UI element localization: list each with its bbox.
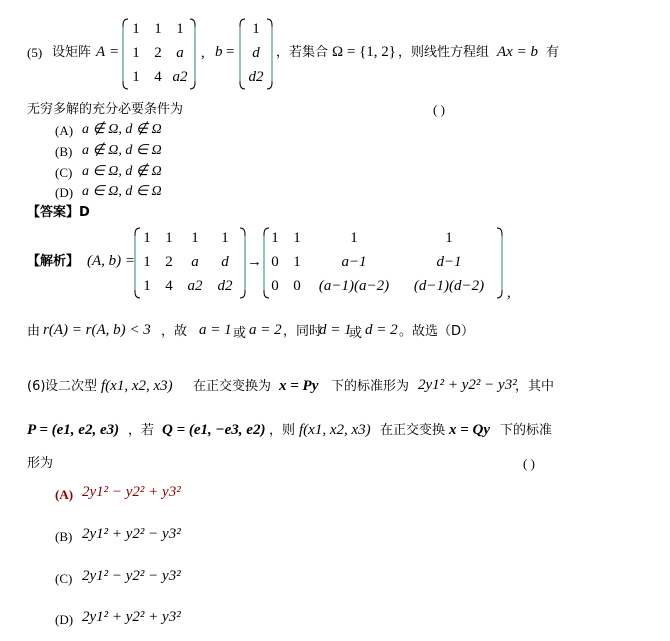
q6-text-c: 下的标准形为 [331, 379, 410, 394]
q5-option-b-label: (B) [55, 144, 73, 159]
q6-transform-2: x = Qy [449, 422, 491, 438]
q6-option-b-label: (B) [55, 529, 73, 544]
q6-text-b: 在正交变换为 [193, 379, 272, 394]
q6-transform: x = Py [279, 378, 319, 394]
b-r1: 1 [252, 21, 260, 37]
Ab-r3c2: 4 [165, 278, 173, 294]
q5-augmented-label: (A, b) = [87, 253, 136, 269]
q5-option-a-label: (A) [55, 123, 74, 138]
q6-option-a-text: 2y1² − y2² + y3² [82, 484, 181, 500]
q6-option-c-label: (C) [55, 571, 73, 586]
q5-equals-1: = [110, 44, 119, 60]
q5-or-1: 或 [233, 326, 247, 341]
q5-number: (5) [27, 45, 43, 60]
q5-a-eq-1: a = 1 [199, 322, 232, 338]
R-r3c3: (a−1)(a−2) [318, 278, 390, 294]
A-r2c2: 2 [154, 45, 162, 61]
q5-A-label: A [96, 44, 106, 60]
Ab-r2c3: a [191, 254, 199, 270]
q6-f-expr: f(x1, x2, x3) [101, 378, 173, 394]
q5-conclusion-t1: ，故 [161, 324, 188, 339]
q5-equation: Ax = b [497, 44, 538, 60]
q6-number: (6) [27, 379, 46, 394]
q5-analysis-label: 【解析】 [27, 254, 80, 269]
q5-option-b-text: a ∉ Ω, d ∈ Ω [82, 143, 162, 158]
Ab-r3c4: d2 [217, 278, 233, 294]
q6-text-d: ，其中 [515, 379, 555, 394]
q5-text-has: 有 [546, 45, 560, 60]
q5-option-c-label: (C) [55, 165, 73, 180]
A-r3c2: 4 [154, 69, 162, 85]
q5-option-a-text: a ∉ Ω, d ∉ Ω [82, 122, 162, 137]
q5-conclusion-pre: 由 [27, 324, 41, 339]
R-r1c1: 1 [271, 230, 279, 246]
row-reduce-arrow: → [247, 254, 262, 270]
R-r2c3: a−1 [341, 254, 367, 270]
q5-text-set: ，若集合 [276, 45, 329, 60]
R-r3c2: 0 [293, 278, 301, 294]
R-r1c3: 1 [350, 230, 358, 246]
q6-text-e: ，若 [128, 423, 155, 438]
q5-d-eq-2: d = 2 [365, 322, 398, 338]
b-r3: d2 [248, 69, 264, 85]
A-r2c3: a [176, 45, 184, 61]
R-r3c4: (d−1)(d−2) [413, 278, 485, 294]
q5-option-c-text: a ∈ Ω, d ∉ Ω [82, 164, 162, 179]
Ab-r1c4: 1 [221, 230, 229, 246]
q6-option-c-text: 2y1² − y2² − y3² [82, 568, 181, 584]
vector-b [238, 17, 274, 91]
A-r3c3: a2 [172, 69, 188, 85]
q5-answer-paren: ( ) [433, 102, 445, 117]
q6-option-d-text: 2y1² + y2² + y3² [82, 609, 181, 625]
A-r3c1: 1 [132, 69, 140, 85]
R-r2c4: d−1 [436, 254, 462, 270]
q6-text-a: 设二次型 [45, 379, 98, 394]
R-r1c2: 1 [293, 230, 301, 246]
Ab-r2c4: d [221, 254, 229, 270]
q5-text-set-matrix: 设矩阵 [52, 45, 92, 60]
q6-option-a-label: (A) [55, 487, 74, 502]
R-r1c4: 1 [445, 230, 453, 246]
q6-text-g: 在正交变换 [380, 423, 446, 438]
q6-P-def: P = (e1, e2, e3) [27, 422, 120, 438]
q5-answer: 【答案】D [27, 205, 90, 220]
q5-matrix-comma: , [507, 285, 511, 301]
Ab-r1c2: 1 [165, 230, 173, 246]
q6-option-b-text: 2y1² + y2² − y3² [82, 526, 181, 542]
matrix-A [121, 17, 197, 91]
q5-d-eq-1: d = 1 [319, 322, 352, 338]
R-r2c1: 0 [271, 254, 279, 270]
q6-text-f: ，则 [269, 423, 296, 438]
Ab-r3c3: a2 [187, 278, 203, 294]
q6-answer-paren: ( ) [523, 456, 535, 471]
A-r1c3: 1 [176, 21, 184, 37]
q6-line3: 形为 [27, 456, 54, 471]
q5-comma-1: , [201, 45, 205, 61]
q5-text-system: ，则线性方程组 [398, 45, 490, 60]
q5-line2: 无穷多解的充分必要条件为 [27, 102, 184, 117]
b-r2: d [252, 45, 260, 61]
q5-equals-2: = [226, 44, 235, 60]
q5-a-eq-2: a = 2 [249, 322, 282, 338]
q5-omega-def: Ω = {1, 2} [332, 44, 397, 60]
q5-b-label: b [215, 44, 223, 60]
q5-rank-eq: r(A) = r(A, b) < 3 [43, 322, 151, 338]
q6-f-expr-2: f(x1, x2, x3) [299, 422, 371, 438]
matrix-Ab [133, 226, 247, 300]
q5-conclusion-t2: ，同时 [283, 324, 323, 339]
q6-option-d-label: (D) [55, 612, 74, 627]
A-r2c1: 1 [132, 45, 140, 61]
A-r1c2: 1 [154, 21, 162, 37]
Ab-r3c1: 1 [143, 278, 151, 294]
matrix-reduced [262, 226, 504, 300]
q5-conclusion-t3: 。故选（D） [399, 324, 475, 339]
q5-option-d-text: a ∈ Ω, d ∈ Ω [82, 184, 162, 199]
q6-standard-form: 2y1² + y2² − y3² [418, 377, 517, 393]
R-r2c2: 1 [293, 254, 301, 270]
q5-or-2: 或 [349, 326, 363, 341]
q5-option-d-label: (D) [55, 185, 74, 200]
q6-Q-def: Q = (e1, −e3, e2) [162, 422, 266, 438]
Ab-r2c1: 1 [143, 254, 151, 270]
Ab-r1c1: 1 [143, 230, 151, 246]
Ab-r2c2: 2 [165, 254, 173, 270]
Ab-r1c3: 1 [191, 230, 199, 246]
A-r1c1: 1 [132, 21, 140, 37]
q6-text-h: 下的标准 [500, 423, 553, 438]
R-r3c1: 0 [271, 278, 279, 294]
